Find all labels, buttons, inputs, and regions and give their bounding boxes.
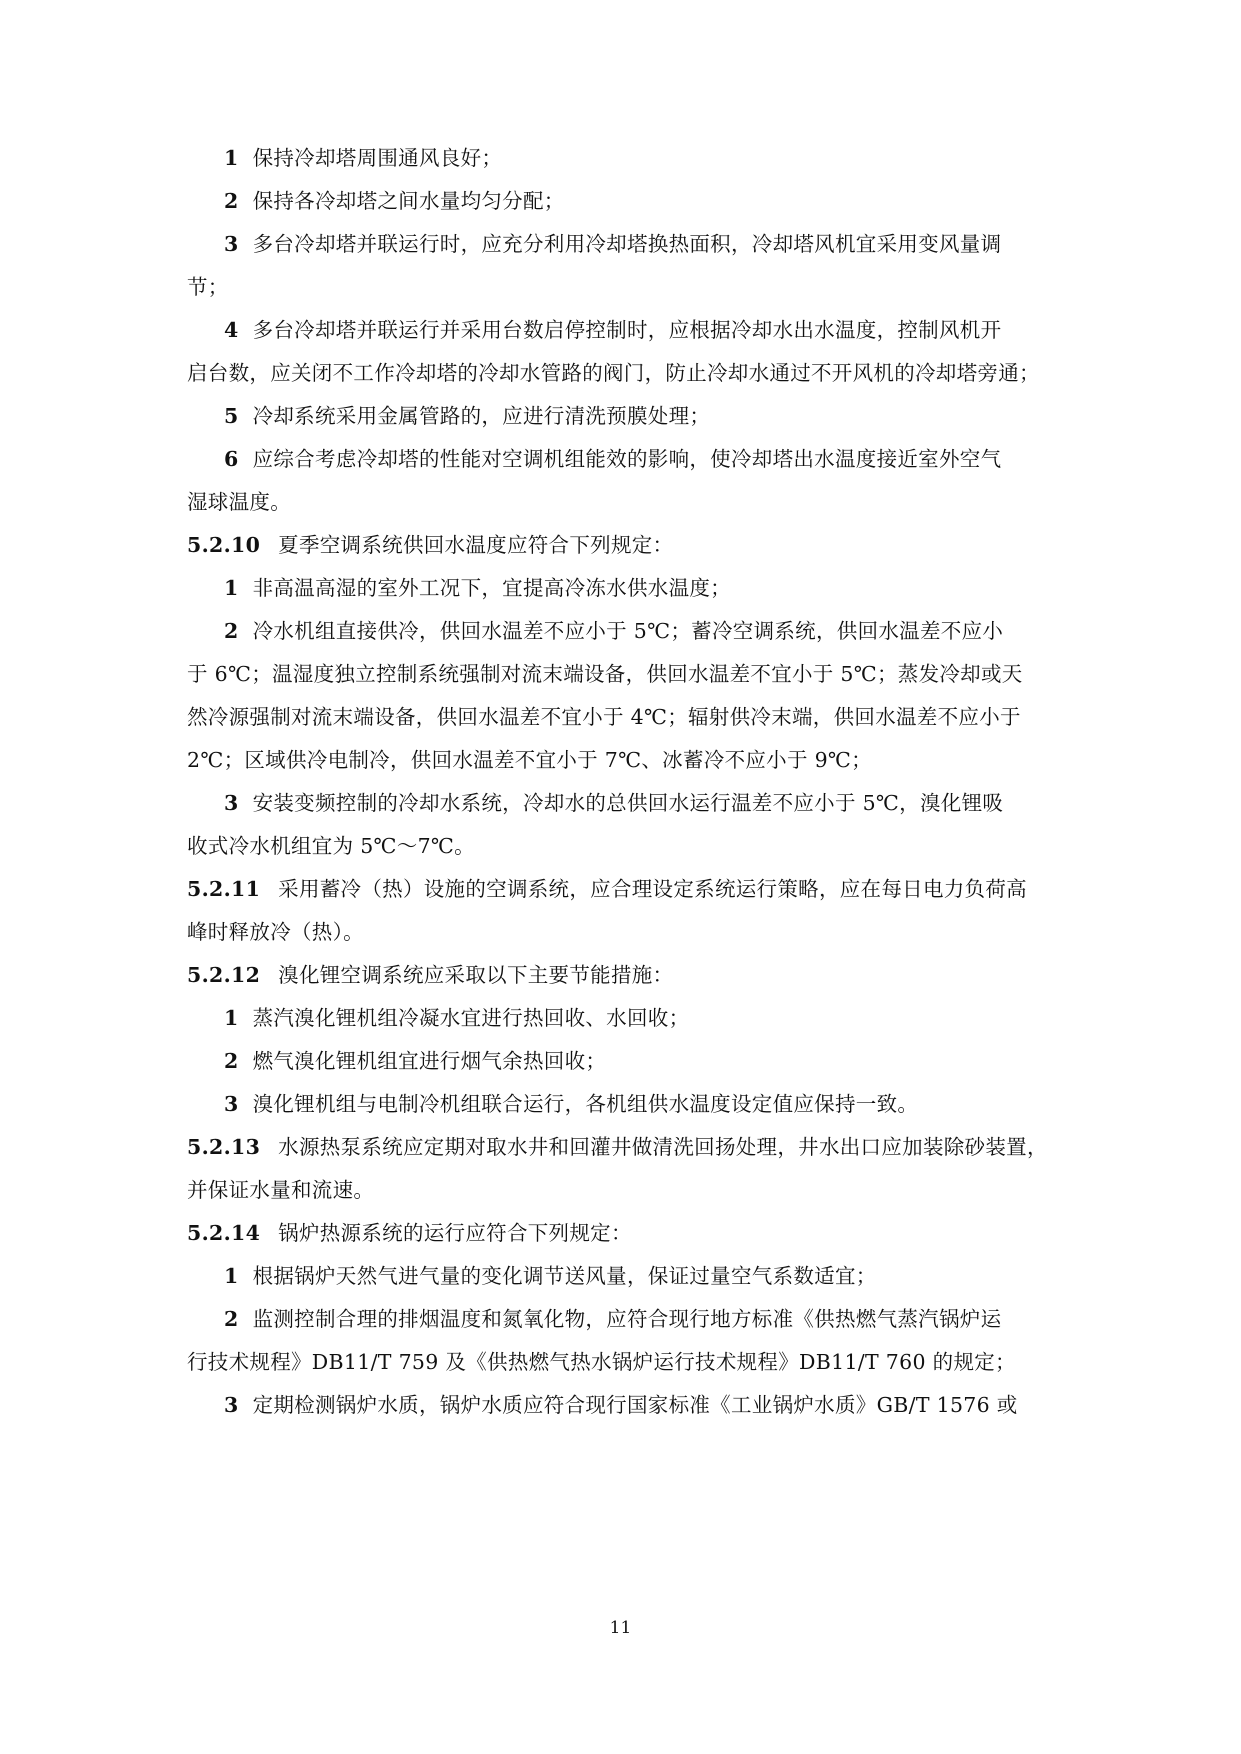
- text-line: 节；: [187, 275, 229, 299]
- list-item: 5 冷却系统采用金属管路的，应进行清洗预膜处理；: [224, 404, 711, 428]
- list-item: 1 保持冷却塔周围通风良好；: [224, 146, 503, 170]
- text-line: 启台数，应关闭不工作冷却塔的冷却水管路的阀门，防止冷却水通过不开风机的冷却塔旁通；: [187, 361, 1040, 385]
- list-item: 6 应综合考虑冷却塔的性能对空调机组能效的影响，使冷却塔出水温度接近室外空气: [224, 447, 1002, 471]
- text-line: 然冷源强制对流末端设备，供回水温差不宜小于 4℃；辐射供冷末端，供回水温差不应小于: [187, 705, 1021, 729]
- list-item: 3 定期检测锅炉水质，锅炉水质应符合现行国家标准《工业锅炉水质》GB/T 1576 或: [224, 1393, 1018, 1417]
- text-line: 2℃；区域供冷电制冷，供回水温差不宜小于 7℃、冰蓄冷不应小于 9℃；: [187, 748, 872, 772]
- text-line: 湿球温度。: [187, 490, 291, 514]
- text-line: 峰时释放冷（热）。: [187, 920, 364, 944]
- section-heading: 5.2.12 溴化锂空调系统应采取以下主要节能措施：: [187, 963, 674, 987]
- list-item: 3 溴化锂机组与电制冷机组联合运行，各机组供水温度设定值应保持一致。: [224, 1092, 919, 1116]
- list-item: 1 非高温高湿的室外工况下，宜提高冷冻水供水温度；: [224, 576, 731, 600]
- list-item: 1 根据锅炉天然气进气量的变化调节送风量，保证过量空气系数适宜；: [224, 1264, 877, 1288]
- list-item: 2 冷水机组直接供冷，供回水温差不应小于 5℃；蓄冷空调系统，供回水温差不应小: [224, 619, 1004, 643]
- text-line: 收式冷水机组宜为 5℃～7℃。: [187, 834, 475, 858]
- section-heading: 5.2.13 水源热泵系统应定期对取水井和回灌井做清洗回扬处理，井水出口应加装除砂装置，: [187, 1135, 1048, 1159]
- section-heading: 5.2.14 锅炉热源系统的运行应符合下列规定：: [187, 1221, 632, 1245]
- list-item: 2 监测控制合理的排烟温度和氮氧化物，应符合现行地方标准《供热燃气蒸汽锅炉运: [224, 1307, 1002, 1331]
- text-line: 行技术规程》DB11/T 759 及《供热燃气热水锅炉运行技术规程》DB11/T 760 的规定；: [187, 1350, 1016, 1374]
- list-item: 1 蒸汽溴化锂机组冷凝水宜进行热回收、水回收；: [224, 1006, 690, 1030]
- text-line: 并保证水量和流速。: [187, 1178, 375, 1202]
- page-number: 11: [609, 1618, 632, 1638]
- list-item: 3 安装变频控制的冷却水系统，冷却水的总供回水运行温差不应小于 5℃，溴化锂吸: [224, 791, 1004, 815]
- list-item: 2 保持各冷却塔之间水量均匀分配；: [224, 189, 565, 213]
- list-item: 4 多台冷却塔并联运行并采用台数启停控制时，应根据冷却水出水温度，控制风机开: [224, 318, 1002, 342]
- text-line: 于 6℃；温湿度独立控制系统强制对流末端设备，供回水温差不宜小于 5℃；蒸发冷却或天: [187, 662, 1023, 686]
- section-heading: 5.2.11 采用蓄冷（热）设施的空调系统，应合理设定系统运行策略，应在每日电力负荷高: [187, 877, 1027, 901]
- list-item: 2 燃气溴化锂机组宜进行烟气余热回收；: [224, 1049, 607, 1073]
- section-heading: 5.2.10 夏季空调系统供回水温度应符合下列规定：: [187, 533, 674, 557]
- list-item: 3 多台冷却塔并联运行时，应充分利用冷却塔换热面积，冷却塔风机宜采用变风量调: [224, 232, 1002, 256]
